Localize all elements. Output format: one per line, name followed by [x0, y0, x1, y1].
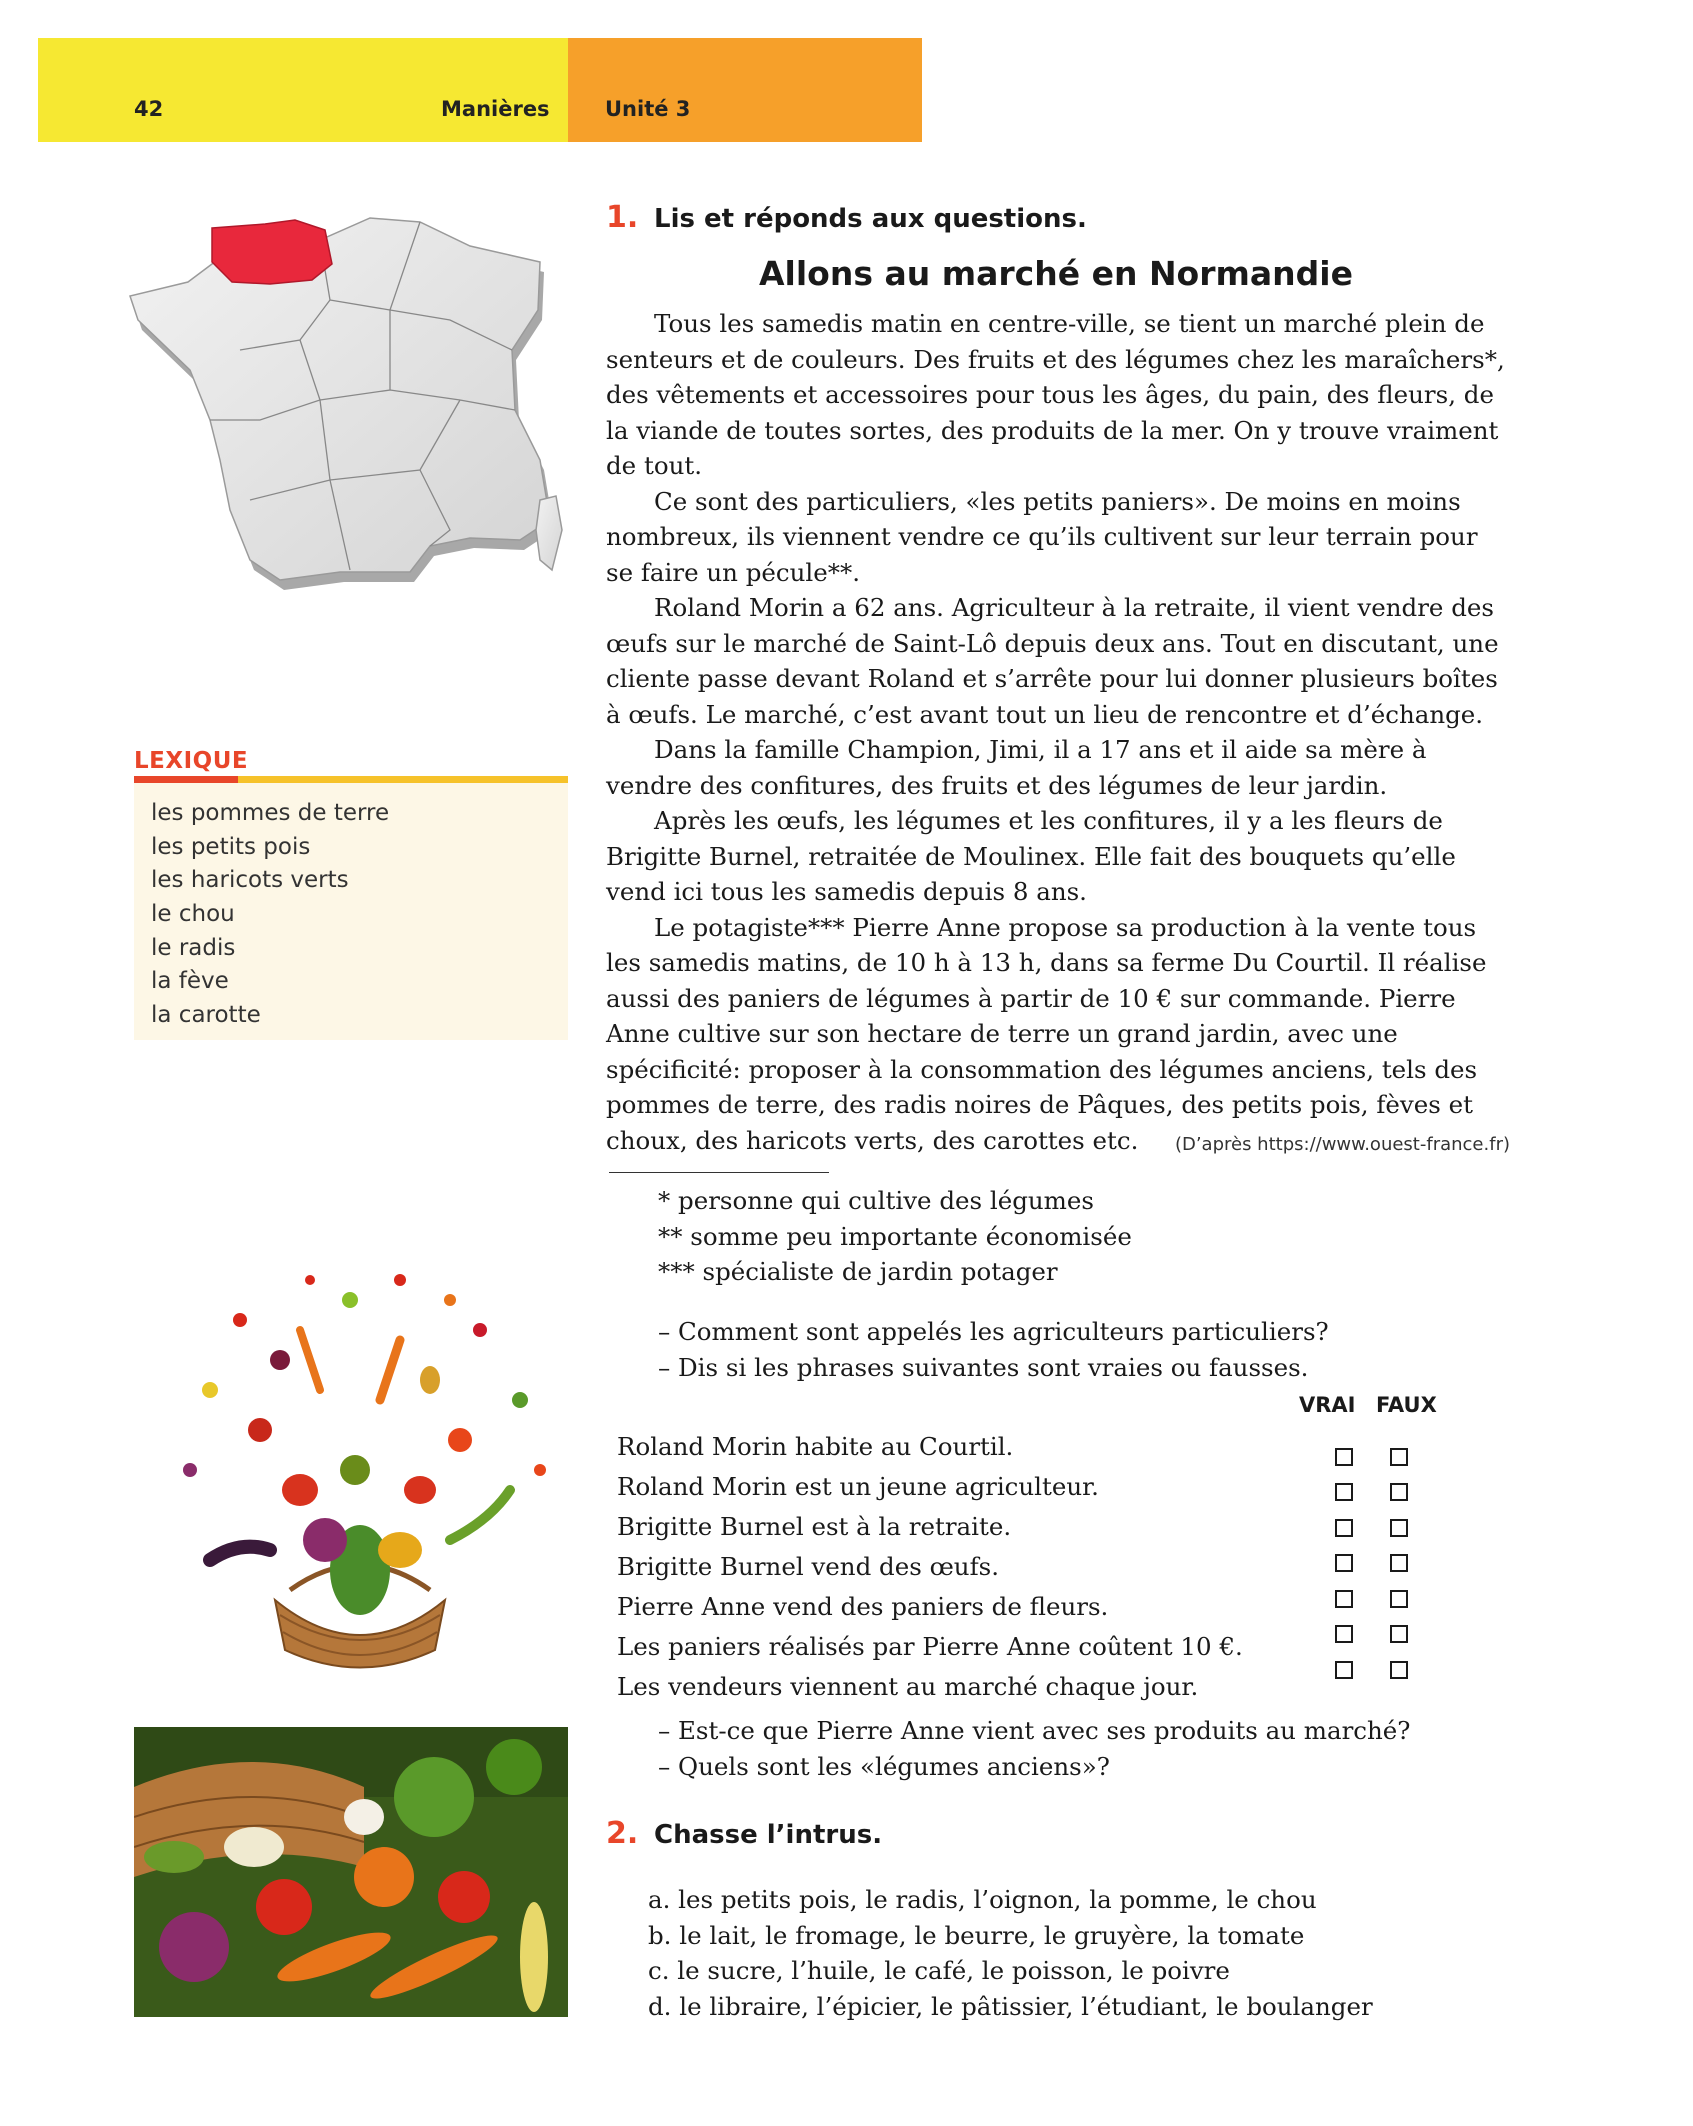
- header-band-orange: [568, 38, 922, 142]
- vegetable-basket-illustration: [150, 1240, 570, 1680]
- article-paragraph: Après les œufs, les légumes et les confitures, il y a les fleurs de Brigitte Burnel, retraitée de Moulinex. Elle fait des bouquets qu’elle vend ici tous les samedis depuis 8 ans.: [606, 806, 1456, 906]
- vrai-label: VRAI: [1299, 1393, 1356, 1417]
- vrai-checkbox[interactable]: [1335, 1554, 1353, 1572]
- faux-checkbox[interactable]: [1390, 1448, 1408, 1466]
- lexique-item: les haricots verts: [151, 867, 349, 894]
- lexique-item: le radis: [151, 934, 236, 961]
- lexique-item: la fève: [151, 968, 229, 995]
- intrus-item: c. le sucre, l’huile, le café, le poisson, le poivre: [648, 1956, 1230, 1985]
- statement: Brigitte Burnel est à la retraite.: [617, 1512, 1012, 1541]
- exercise-2-number: 2.: [606, 1816, 639, 1851]
- article-paragraph: Tous les samedis matin en centre-ville, se tient un marché plein de senteurs et de couleurs. Des fruits et des légumes chez les maraîchers*, des vêtements et accessoires pour tous les âges, du pain, des fleurs, de la viande de toutes sortes, des produits de la mer. On y trouve vraiment de tout.: [606, 309, 1505, 480]
- question: – Comment sont appelés les agriculteurs particuliers?: [658, 1317, 1329, 1346]
- question: – Est-ce que Pierre Anne vient avec ses produits au marché?: [658, 1716, 1411, 1745]
- statement: Roland Morin est un jeune agriculteur.: [617, 1472, 1099, 1501]
- footnote: ** somme peu importante économisée: [658, 1221, 1132, 1251]
- statement: Les vendeurs viennent au marché chaque jour.: [617, 1672, 1199, 1701]
- vrai-checkbox[interactable]: [1335, 1661, 1353, 1679]
- question: – Quels sont les «légumes anciens»?: [658, 1751, 1110, 1781]
- vrai-checkbox[interactable]: [1335, 1519, 1353, 1537]
- faux-checkbox[interactable]: [1390, 1590, 1408, 1608]
- intrus-item: a. les petits pois, le radis, l’oignon, la pomme, le chou: [648, 1885, 1317, 1914]
- faux-label: FAUX: [1376, 1393, 1437, 1417]
- article-paragraph: Ce sont des particuliers, «les petits paniers». De moins en moins nombreux, ils viennent vendre ce qu’ils cultivent sur leur terrain pour se faire un pécule**.: [606, 486, 1478, 587]
- exercise-1-instruction: Lis et réponds aux questions.: [654, 204, 1087, 234]
- article-body: [606, 306, 1511, 1158]
- header-band-yellow: [38, 38, 568, 142]
- article-title: Allons au marché en Normandie: [759, 254, 1353, 293]
- unit-title: Unité 3: [605, 97, 691, 121]
- lexique-item: les pommes de terre: [151, 800, 390, 826]
- exercise-1-number: 1.: [606, 200, 639, 235]
- vrai-checkbox[interactable]: [1335, 1590, 1353, 1608]
- vrai-checkbox[interactable]: [1335, 1483, 1353, 1501]
- france-map: [120, 200, 570, 600]
- book-title: Manières: [441, 97, 550, 121]
- lexique-item: le chou: [151, 901, 235, 928]
- article-paragraph: Le potagiste*** Pierre Anne propose sa production à la vente tous les samedis matins, de 10 h à 13 h, dans sa ferme Du Courtil. Il réalise aussi des paniers de légumes à partir de 10 € sur commande. Pierre Anne cultive sur son hectare de terre un grand jardin, avec une spécificité: proposer à la consommation des légumes anciens, tels des pommes de terre, des radis noires de Pâques, des petits pois, fèves et choux, des haricots verts, des carottes etc.: [606, 912, 1487, 1155]
- vrai-checkbox[interactable]: [1335, 1625, 1353, 1643]
- page-number: 42: [134, 97, 164, 121]
- footnote-rule: [609, 1172, 829, 1173]
- lexique-bar-yellow: [238, 776, 568, 783]
- vrai-checkbox[interactable]: [1335, 1448, 1353, 1466]
- faux-checkbox[interactable]: [1390, 1661, 1408, 1679]
- faux-checkbox[interactable]: [1390, 1554, 1408, 1572]
- vegetables-photo: [134, 1727, 568, 2017]
- lexique-list: [151, 797, 389, 1033]
- lexique-title: LEXIQUE: [134, 748, 249, 774]
- statement: Les paniers réalisés par Pierre Anne coûtent 10 €.: [617, 1632, 1243, 1661]
- lexique-item: la carotte: [151, 1002, 261, 1029]
- question: – Dis si les phrases suivantes sont vraies ou fausses.: [658, 1352, 1309, 1382]
- questions-before: [658, 1314, 1329, 1385]
- statement: Brigitte Burnel vend des œufs.: [617, 1552, 1000, 1581]
- lexique-bar-red: [134, 776, 238, 783]
- questions-after: [658, 1713, 1410, 1784]
- faux-checkbox[interactable]: [1390, 1483, 1408, 1501]
- footnotes: [658, 1183, 1132, 1290]
- intrus-list: [648, 1882, 1373, 2024]
- faux-checkbox[interactable]: [1390, 1625, 1408, 1643]
- lexique-item: les petits pois: [151, 833, 311, 860]
- exercise-2-instruction: Chasse l’intrus.: [654, 1820, 883, 1850]
- article-paragraph: Dans la famille Champion, Jimi, il a 17 ans et il aide sa mère à vendre des confitures, des fruits et des légumes de leur jardin.: [606, 735, 1427, 800]
- footnote: *** spécialiste de jardin potager: [658, 1257, 1058, 1286]
- intrus-item: b. le lait, le fromage, le beurre, le gruyère, la tomate: [648, 1920, 1305, 1950]
- normandy-region: [212, 220, 332, 284]
- faux-checkbox[interactable]: [1390, 1519, 1408, 1537]
- footnote: * personne qui cultive des légumes: [658, 1186, 1094, 1215]
- article-paragraph: Roland Morin a 62 ans. Agriculteur à la retraite, il vient vendre des œufs sur le marché de Saint-Lô depuis deux ans. Tout en discutant, une cliente passe devant Roland et s’arrête pour lui donner plusieurs boîtes à œufs. Le marché, c’est avant tout un lieu de rencontre et d’échange.: [606, 593, 1499, 729]
- article-source: (D’après https://www.ouest-france.fr): [1174, 1134, 1510, 1155]
- intrus-item: d. le libraire, l’épicier, le pâtissier, l’étudiant, le boulanger: [648, 1991, 1373, 2021]
- statement: Pierre Anne vend des paniers de fleurs.: [617, 1592, 1109, 1621]
- statement: Roland Morin habite au Courtil.: [617, 1432, 1014, 1461]
